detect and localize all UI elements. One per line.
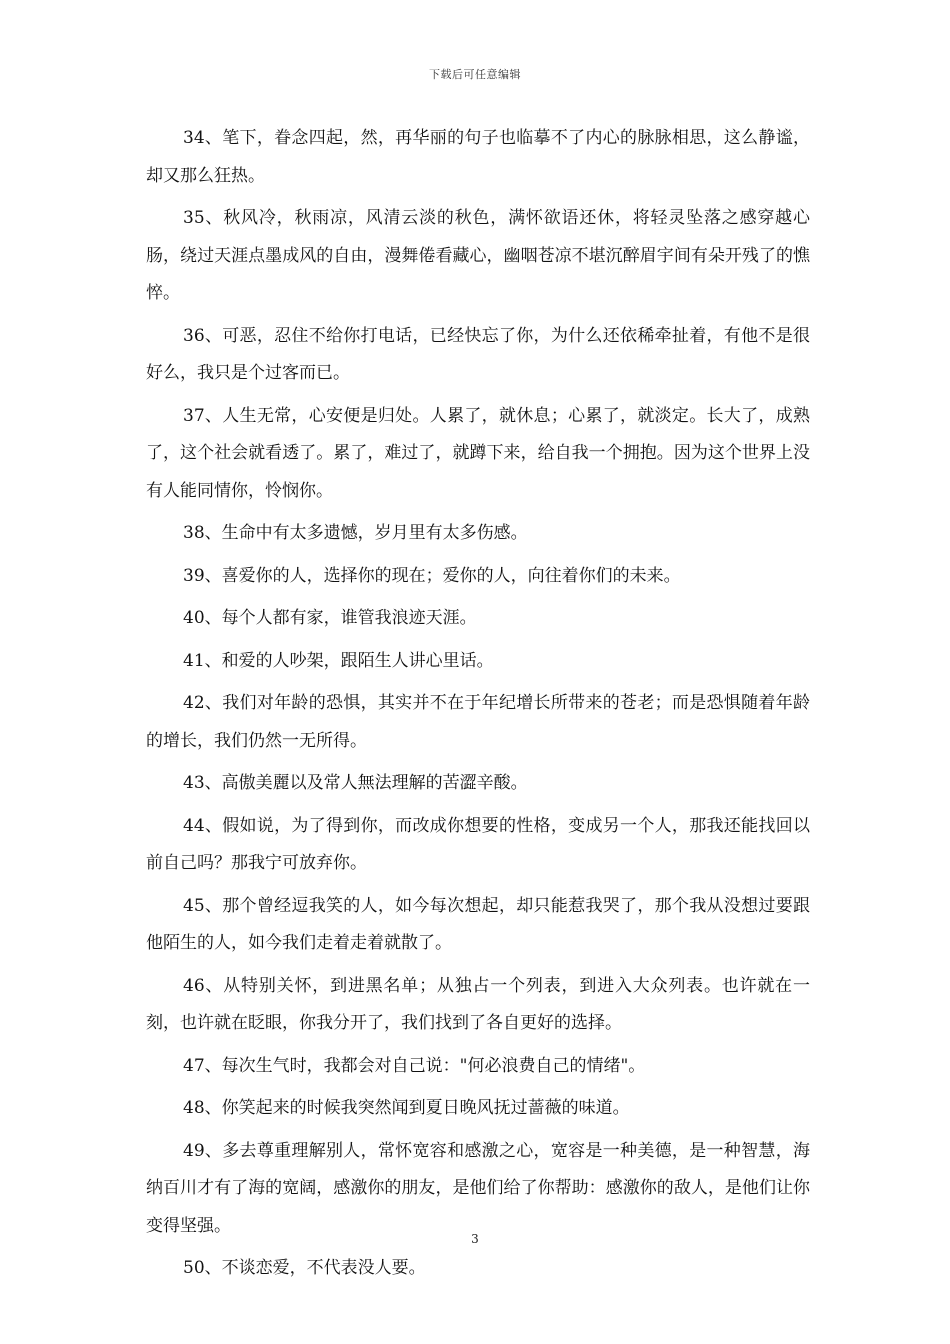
page-number: 3 — [471, 1232, 479, 1246]
paragraph-40: 40、每个人都有家，谁管我浪迹天涯。 — [183, 608, 477, 628]
paragraph-44: 44、假如说，为了得到你，而改成你想要的性格，变成另一个人，那我还能找回以前自己吗？那我宁可放弃你。 — [146, 815, 810, 873]
document-body — [146, 120, 810, 1293]
paragraph-37: 37、人生无常，心安便是归处。人累了，就休息；心累了，就淡定。长大了，成熟了，这个社会就看透了。累了，难过了，就蹲下来，给自我一个拥抱。因为这个世界上没有人能同情你，怜悯你。 — [146, 405, 810, 501]
paragraph-34: 34、笔下，眷念四起，然，再华丽的句子也临摹不了内心的脉脉相思，这么静谧，却又那么狂热。 — [146, 128, 810, 186]
paragraph-48: 48、你笑起来的时候我突然闻到夏日晚风抚过蔷薇的味道。 — [183, 1098, 630, 1118]
paragraph-47: 47、每次生气时，我都会对自己说："何必浪费自己的情绪"。 — [183, 1055, 646, 1076]
paragraph-35: 35、秋风冷，秋雨凉，风清云淡的秋色，满怀欲语还休，将轻灵坠落之感穿越心肠，绕过天涯点墨成风的自由，漫舞倦看藏心，幽咽苍凉不堪沉醉眉宇间有朵开残了的憔悴。 — [146, 208, 810, 303]
paragraph-41: 41、和爱的人吵架，跟陌生人讲心里话。 — [183, 650, 494, 671]
paragraph-42: 42、我们对年龄的恐惧，其实并不在于年纪增长所带来的苍老；而是恐惧随着年龄的增长，我们仍然一无所得。 — [146, 693, 810, 751]
paragraph-45: 45、那个曾经逗我笑的人，如今每次想起，却只能惹我哭了，那个我从没想过要跟他陌生的人，如今我们走着走着就散了。 — [146, 895, 810, 953]
paragraph-43: 43、高傲美麗以及常人無法理解的苦澀辛酸。 — [183, 773, 528, 793]
paragraph-46: 46、从特别关怀，到进黑名单；从独占一个列表，到进入大众列表。也许就在一刻，也许就在眨眼，你我分开了，我们找到了各自更好的选择。 — [146, 975, 810, 1033]
paragraph-38: 38、生命中有太多遗憾，岁月里有太多伤感。 — [183, 523, 528, 543]
paragraph-49: 49、多去尊重理解别人，常怀宽容和感激之心，宽容是一种美德，是一种智慧，海纳百川才有了海的宽阔，感激你的朋友，是他们给了你帮助：感激你的敌人，是他们让你变得坚强。 — [146, 1140, 810, 1236]
paragraph-39: 39、喜爱你的人，选择你的现在；爱你的人，向往着你们的未来。 — [183, 565, 681, 586]
page-header: 下载后可任意编辑 — [429, 68, 521, 81]
paragraph-36: 36、可恶，忍住不给你打电话，已经快忘了你，为什么还依稀牵扯着，有他不是很好么，我只是个过客而已。 — [146, 325, 810, 383]
paragraph-50: 50、不谈恋爱，不代表没人要。 — [183, 1258, 426, 1278]
